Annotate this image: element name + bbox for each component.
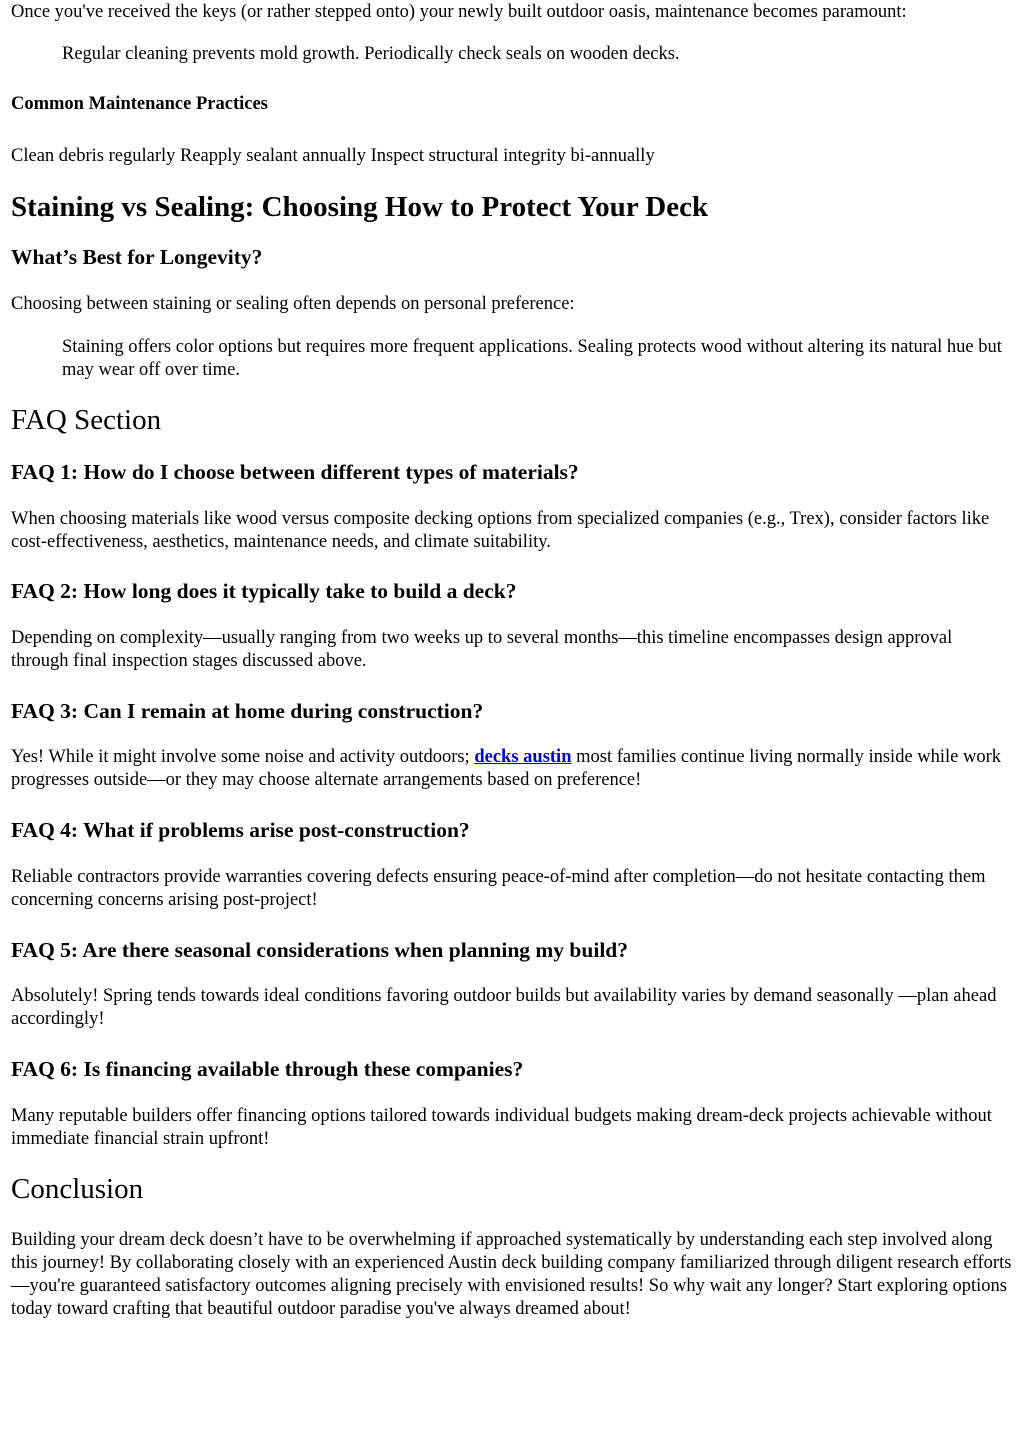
faq-question: FAQ 4: What if problems arise post-construction? (11, 818, 470, 842)
faq-question: FAQ 1: How do I choose between different types of materials? (11, 460, 579, 484)
faq-answer: Absolutely! Spring tends towards ideal conditions favoring outdoor builds but availability varies by demand seasonally —plan ahead accordingly! (11, 986, 997, 1029)
longevity-subheading: What’s Best for Longevity? (11, 245, 263, 269)
maintenance-heading: Common Maintenance Practices (11, 94, 268, 114)
faq-heading: FAQ Section (11, 404, 162, 436)
conclusion-heading: Conclusion (11, 1173, 144, 1205)
maintenance-quote-text: Regular cleaning prevents mold growth. Periodically check seals on wooden decks. (62, 44, 680, 64)
faq-question: FAQ 3: Can I remain at home during construction? (11, 699, 484, 723)
faq-answer-text: Yes! While it might involve some noise and activity outdoors; (11, 747, 475, 767)
staining-heading: Staining vs Sealing: Choosing How to Protect Your Deck (11, 191, 709, 223)
faq-answer: Depending on complexity—usually ranging from two weeks up to several months—this timeline encompasses design approval through final inspection stages discussed above. (11, 628, 953, 671)
faq-answer-text: most families continue living normally inside while work progresses outside—or they may choose alternate arrangements based on preference! (11, 747, 1002, 790)
faq-answer: Reliable contractors provide warranties covering defects ensuring peace-of-mind after completion—do not hesitate contacting them concerning concerns arising post-project! (11, 867, 986, 910)
staining-quote (11, 336, 1014, 382)
conclusion-paragraph: Building your dream deck doesn’t have to be overwhelming if approached systematically by understanding each step involved along this journey! By collaborating closely with an experienced Austin deck building company familiarized through diligent research efforts—you're guaranteed satisfactory outcomes aligning precisely with envisioned results! So why wait any longer? Start exploring options today toward crafting that beautiful outdoor paradise you've always dreamed about! (11, 1230, 1012, 1319)
faq-answer (11, 746, 1014, 792)
faq-answer: When choosing materials like wood versus composite decking options from specialized companies (e.g., Trex), consider factors like cost-effectiveness, aesthetics, maintenance needs, and climate suitability. (11, 509, 990, 552)
maintenance-practices: Clean debris regularly Reapply sealant annually Inspect structural integrity bi-annually (11, 146, 655, 166)
decks-austin-link[interactable]: decks austin (474, 747, 572, 767)
intro-paragraph: Once you've received the keys (or rather stepped onto) your newly built outdoor oasis, maintenance becomes paramount: (11, 2, 907, 22)
faq-question: FAQ 5: Are there seasonal considerations when planning my build? (11, 938, 629, 962)
faq-question: FAQ 6: Is financing available through these companies? (11, 1057, 524, 1081)
staining-intro: Choosing between staining or sealing often depends on personal preference: (11, 294, 575, 314)
maintenance-quote (11, 43, 1014, 66)
faq-question: FAQ 2: How long does it typically take to build a deck? (11, 579, 517, 603)
faq-answer: Many reputable builders offer financing options tailored towards individual budgets making dream-deck projects achievable without immediate financial strain upfront! (11, 1106, 992, 1149)
staining-quote-text: Staining offers color options but requires more frequent applications. Sealing protects wood without altering its natural hue but may wear off over time. (62, 337, 1002, 380)
